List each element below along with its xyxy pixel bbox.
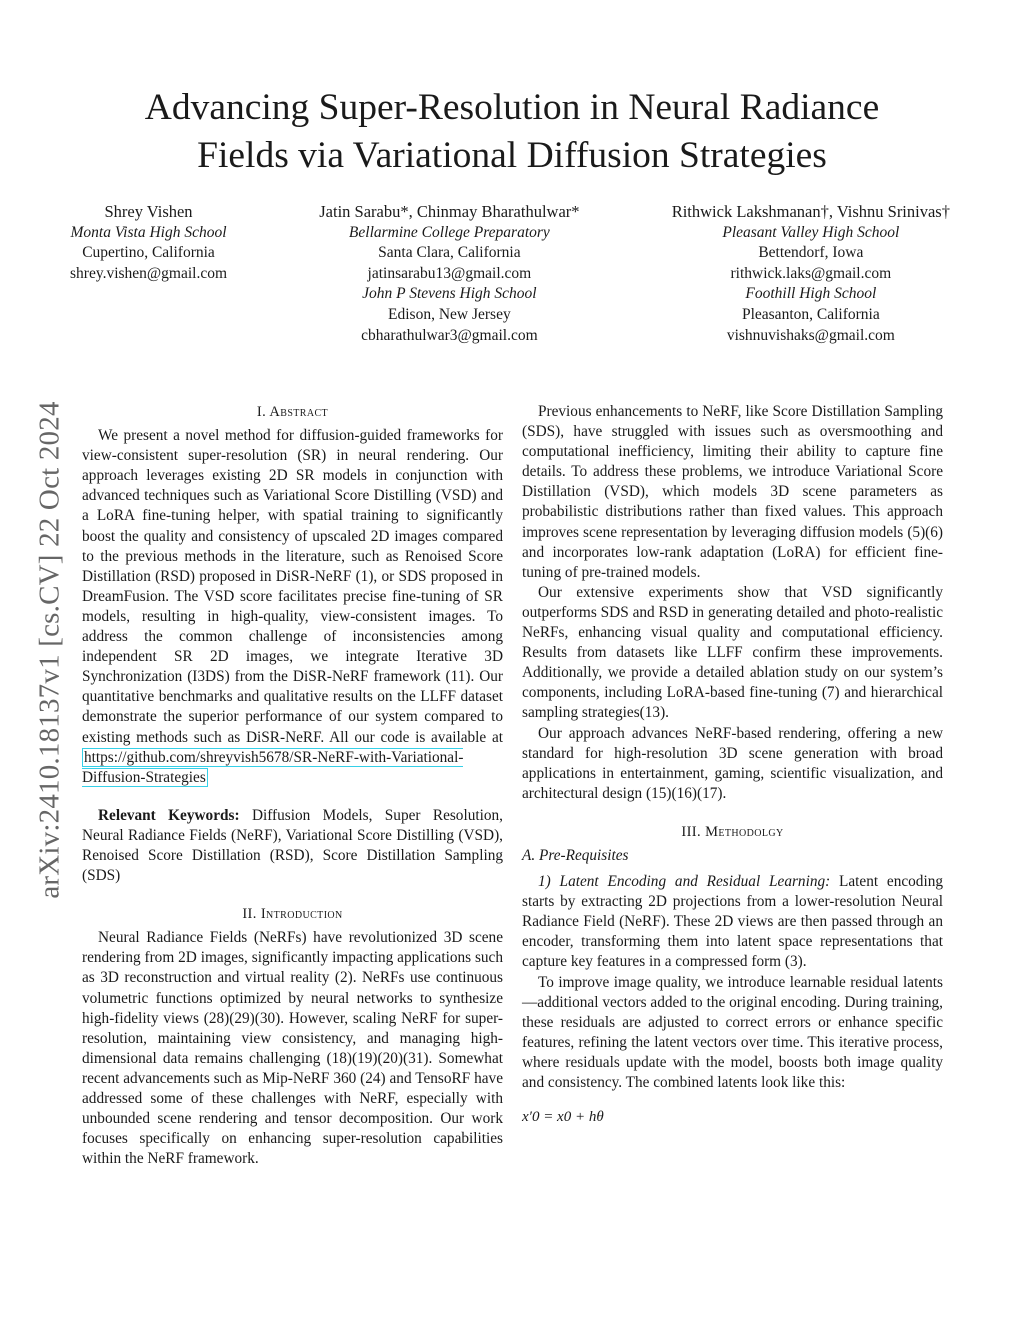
- author-2-name: Jatin Sarabu*, Chinmay Bharathulwar*: [319, 202, 580, 221]
- intro-paragraph-3: Our extensive experiments show that VSD significantly outperforms SDS and RSD in generating detailed and photo-realistic NeRFs, enhancing visual quality and computational efficiency. Results from datasets like LLFF confirm these improvements. Additionally, we provide a detailed ablation study on our system’s components, including LoRA-based fine-tuning (7) and hierarchical sampling strategies(13).: [522, 583, 943, 722]
- author-3: [672, 202, 950, 346]
- author-3-location-a: Bettendorf, Iowa: [758, 244, 864, 262]
- author-2-school-a: Bellarmine College Preparatory: [348, 223, 550, 241]
- title-line-2: Fields via Variational Diffusion Strategies: [197, 135, 827, 176]
- author-2-location-a: Santa Clara, California: [378, 244, 521, 262]
- abstract-paragraph: [82, 426, 503, 788]
- author-block: [70, 202, 950, 346]
- method-paragraph-2: To improve image quality, we introduce learnable residual latents—additional vectors added to the original encoding. During training, these residuals are adjusted to correct errors or enhance specific features, refining the latent vectors over time. This iterative process, where residuals update with the model, boosts both image quality and consistency. The combined latents look like this:: [522, 973, 943, 1091]
- right-column: [522, 402, 943, 1127]
- arxiv-identifier: arXiv:2410.18137v1 [cs.CV] 22 Oct 2024: [33, 401, 66, 899]
- subsection-heading: A. Pre-Requisites: [522, 846, 629, 864]
- author-2-school-b: John P Stevens High School: [362, 285, 537, 303]
- method-paragraph-1-text: Latent encoding starts by extracting 2D projections from a lower-resolution Neural Radiance Field (NeRF). These 2D views are then passed through an encoder, transforming them into latent space representations that capture key features in a compressed form (3).: [522, 873, 944, 971]
- author-2: [319, 202, 579, 346]
- equation: x′0 = x0 + hθ: [522, 1109, 604, 1126]
- author-3-school-b: Foothill High School: [745, 285, 877, 303]
- keywords-text: Diffusion Models, Super Resolution, Neural Radiance Fields (NeRF), Variational Score Distilling (VSD), Renoised Score Distillation (RSD), Score Distillation Sampling (SDS): [82, 806, 503, 885]
- intro-paragraph-4: Our approach advances NeRF-based rendering, offering a new standard for high-resolution 3D scene generation with broad applications in entertainment, gaming, scientific visualization, and architectural design (15)(16)(17).: [522, 724, 943, 802]
- keywords-label: Relevant Keywords:: [98, 806, 240, 824]
- title-line-1: Advancing Super-Resolution in Neural Radiance: [144, 87, 880, 128]
- author-1-location: Cupertino, California: [82, 244, 215, 262]
- author-2-email-b: cbharathulwar3@gmail.com: [361, 326, 538, 344]
- author-1-name: Shrey Vishen: [104, 202, 193, 221]
- keywords-paragraph: [82, 806, 503, 886]
- left-column: [82, 402, 503, 1169]
- methodology-heading: III. Methodolgy: [681, 823, 784, 840]
- method-paragraph-1: [522, 872, 943, 972]
- abstract-heading: I. Abstract: [256, 404, 329, 420]
- author-1-school: Monta Vista High School: [70, 223, 227, 241]
- author-3-school-a: Pleasant Valley High School: [722, 223, 900, 241]
- author-2-email-a: jatinsarabu13@gmail.com: [367, 264, 532, 282]
- author-1-email: shrey.vishen@gmail.com: [70, 264, 228, 282]
- author-3-name: Rithwick Lakshmanan†, Vishnu Srinivas†: [671, 202, 950, 221]
- code-link[interactable]: https://github.com/shreyvish5678/SR-NeRF-with-Variational-Diffusion-Strategies: [82, 748, 464, 786]
- intro-paragraph-2: Previous enhancements to NeRF, like Score Distillation Sampling (SDS), have struggled with issues such as oversmoothing and computational inefficiency, limiting their ability to capture fine details. To address these problems, we introduce Variational Score Distillation (VSD), which models 3D scene parameters as probabilistic distributions rather than fixed values. This approach improves scene representation by leveraging diffusion models (5)(6) and incorporates low-rank adaptation (LoRA) for efficient fine-tuning of pre-trained models.: [522, 403, 943, 581]
- paper-title: [0, 84, 1024, 180]
- author-3-email-a: rithwick.laks@gmail.com: [730, 264, 892, 282]
- author-3-location-b: Pleasanton, California: [741, 305, 880, 323]
- paragraph-title: 1) Latent Encoding and Residual Learning:: [538, 873, 831, 891]
- intro-paragraph-1: Neural Radiance Fields (NeRFs) have revolutionized 3D scene rendering from 2D images, significantly impacting applications such as 3D reconstruction and virtual reality (2). NeRFs use continuous volumetric functions optimized by neural networks to synthesize high-fidelity views (28)(29)(30). However, scaling NeRF for super-resolution, maintaining view consistency, and managing high-dimensional data remains challenging (18)(19)(20)(31). Somewhat recent advancements such as Mip-NeRF 360 (24) and TensoRF have addressed some of these challenges with NeRF, especially with unbounded scene rendering and tensor decomposition. Our work focuses specifically on enhancing super-resolution capabilities within the NeRF framework.: [82, 929, 503, 1168]
- abstract-text: We present a novel method for diffusion-guided frameworks for view-consistent super-resolution (SR) in neural rendering. Our approach leverages existing 2D SR models in conjunction with advanced techniques such as Variational Score Distilling (VSD) and a LoRA fine-tuning helper, with spatial training to significantly boost the quality and consistency of upscaled 2D images compared to the previous methods in the literature, such as Renoised Score Distillation (RSD) proposed in DiSR-NeRF (1), or SDS proposed in DreamFusion. The VSD score facilitates precise fine-tuning of SR models, resulting in high-quality, view-consistent images. To address the common challenge of inconsistencies among independent SR 2D images, we integrate Iterative 3D Synchronization (I3DS) from the DiSR-NeRF framework (11). Our quantitative benchmarks and qualitative results on the LLFF dataset demonstrate the superior performance of our system compared to existing methods such as DiSR-NeRF. All our code is available at: [82, 427, 503, 746]
- author-3-email-b: vishnuvishaks@gmail.com: [726, 326, 895, 344]
- author-2-location-b: Edison, New Jersey: [388, 305, 511, 323]
- introduction-heading: II. Introduction: [242, 906, 343, 923]
- author-1: [70, 202, 227, 346]
